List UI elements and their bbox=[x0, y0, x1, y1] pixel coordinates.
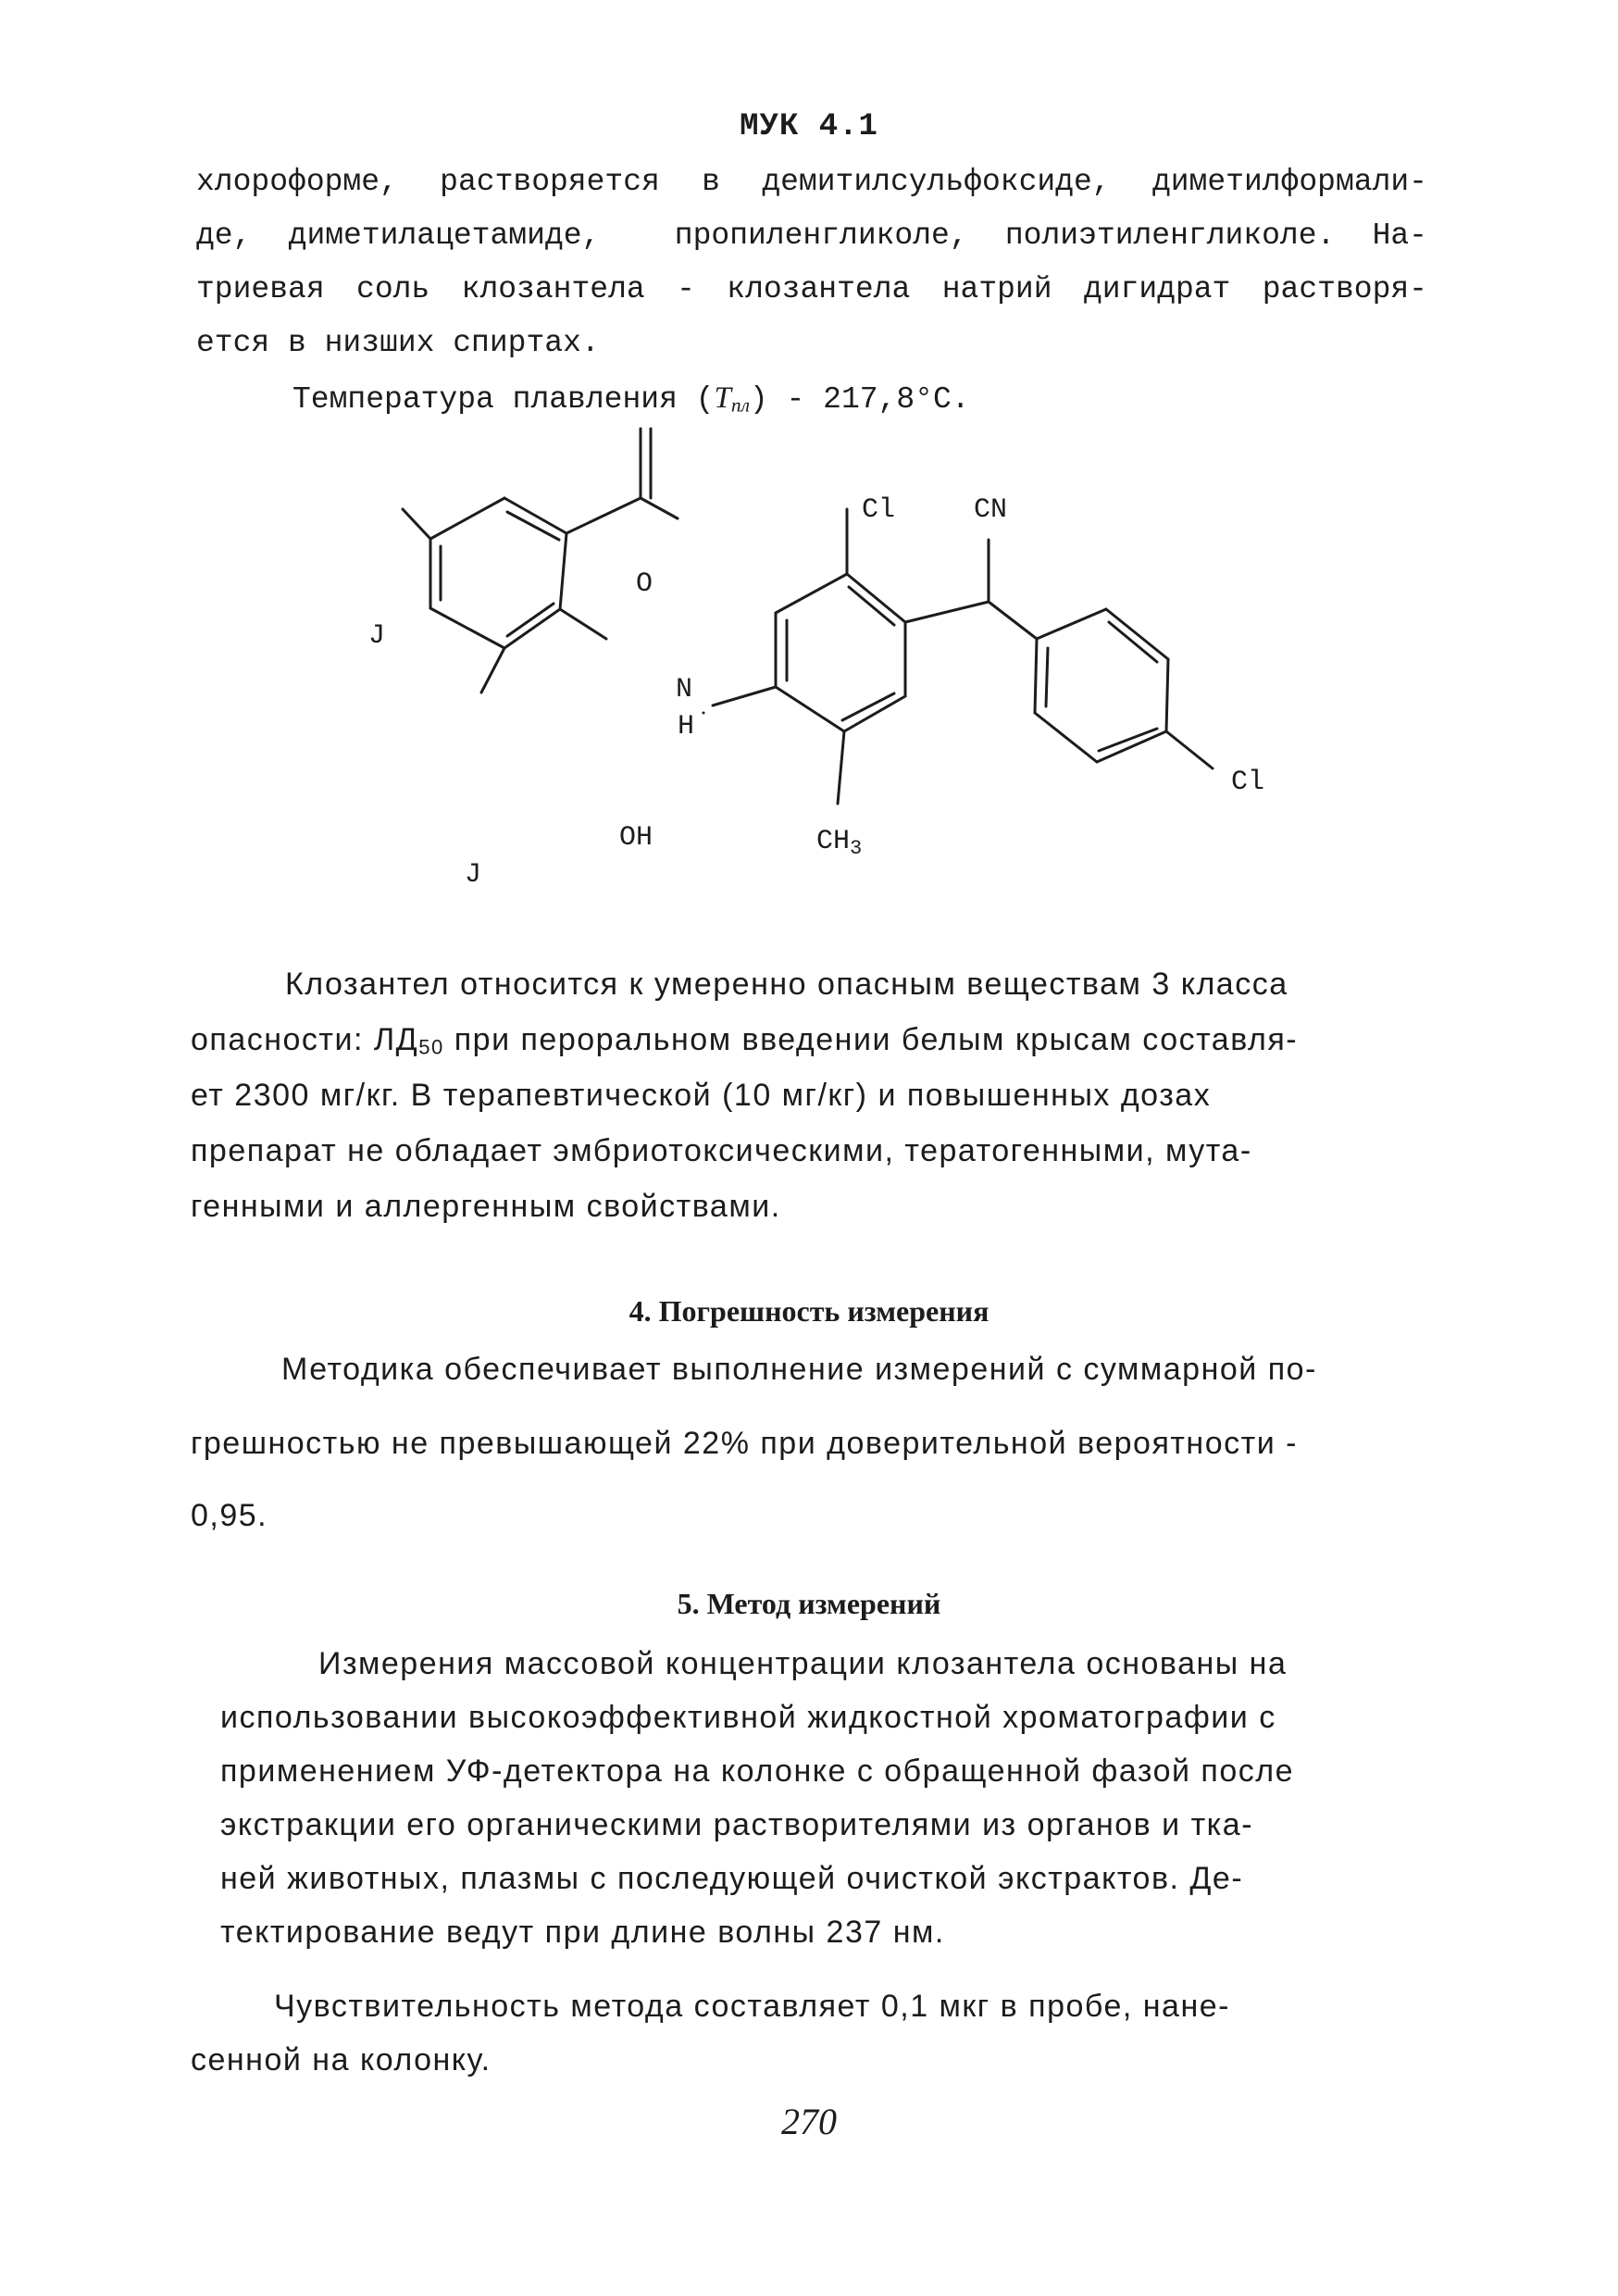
section-5-line-3: применением УФ-детектора на колонке с обращенной фазой после bbox=[220, 1753, 1295, 1789]
melting-suffix: ) - 217,8°С. bbox=[749, 382, 970, 417]
closantel-structure-diagram bbox=[0, 0, 1618, 926]
salicyl-ring bbox=[430, 498, 566, 648]
section-4-line-1: Методика обеспечивает выполнение измерений с суммарной по- bbox=[281, 1352, 1317, 1387]
intro-line-4: ется в низших спиртах. bbox=[196, 326, 600, 360]
label-h: H bbox=[678, 711, 695, 742]
section-5-line-4: экстракции его органическими растворителями из органов и тка- bbox=[220, 1807, 1254, 1842]
label-oh: OH bbox=[619, 822, 653, 854]
hazard-line-5: генными и аллергенным свойствами. bbox=[191, 1189, 781, 1224]
label-cn: CN bbox=[974, 494, 1008, 526]
section-5-line-2: использовании высокоэффективной жидкостной хроматографии с bbox=[220, 1700, 1276, 1735]
intro-line-2: де, диметилацетамиде, пропиленгликоле, полиэтиленгликоле. На- bbox=[196, 218, 1427, 253]
hazard-line-1: Клозантел относится к умеренно опасным веществам 3 класса bbox=[285, 967, 1288, 1002]
label-cl-top: Cl bbox=[862, 494, 896, 526]
label-n: N bbox=[676, 674, 693, 705]
hazard-line-2-rest: при пероральном введении белым крысам составля- bbox=[454, 1022, 1299, 1057]
hazard-line-2 bbox=[191, 1024, 1298, 1058]
section-4-line-2: грешностью не превышающей 22% при доверительной вероятности - bbox=[191, 1426, 1298, 1461]
hazard-line-4: препарат не обладает эмбриотоксическими, тератогенными, мута- bbox=[191, 1133, 1252, 1168]
hazard-ld-label: опасности: ЛД bbox=[191, 1022, 419, 1057]
section-5-heading: 5. Метод измерений bbox=[677, 1587, 941, 1620]
section-4-line-3: 0,95. bbox=[191, 1498, 268, 1533]
chlorobenzyl-ring bbox=[1035, 609, 1168, 762]
sensitivity-line-2: сенной на колонку. bbox=[191, 2042, 492, 2078]
label-cl-right: Cl bbox=[1231, 767, 1265, 798]
section-4-heading: 4. Погрешность измерения bbox=[629, 1294, 989, 1328]
label-j-top: J bbox=[368, 620, 386, 652]
page-number: 270 bbox=[781, 2101, 837, 2142]
melting-symbol: Т bbox=[714, 381, 731, 415]
intro-line-3: триевая соль клозантела - клозантела натрий дигидрат растворя- bbox=[196, 272, 1427, 306]
melting-prefix: Температура плавления ( bbox=[292, 382, 715, 417]
label-j-bottom: J bbox=[465, 859, 482, 891]
hazard-ld-subscript: 50 bbox=[418, 1035, 444, 1059]
label-ch3: $CH_3$ bbox=[816, 826, 863, 860]
section-5-line-5: ней животных, плазмы с последующей очисткой экстрактов. Де- bbox=[220, 1861, 1244, 1896]
section-5-line-6: тектирование ведут при длине волны 237 нм. bbox=[220, 1915, 945, 1950]
intro-line-1: хлороформе, растворяется в демитилсульфоксиде, диметилформали- bbox=[196, 165, 1427, 199]
sensitivity-line-1: Чувствительность метода составляет 0,1 мкг в пробе, нане- bbox=[274, 1989, 1230, 2024]
document-header: МУК 4.1 bbox=[740, 109, 878, 144]
hazard-line-3: ет 2300 мг/кг. В терапевтической (10 мг/кг) и повышенных дозах bbox=[191, 1078, 1212, 1113]
melting-subscript: пл bbox=[730, 393, 750, 417]
chlorophenyl-ring bbox=[776, 574, 905, 731]
label-o: O bbox=[636, 568, 653, 600]
section-5-line-1: Измерения массовой концентрации клозантела основаны на bbox=[318, 1646, 1288, 1681]
